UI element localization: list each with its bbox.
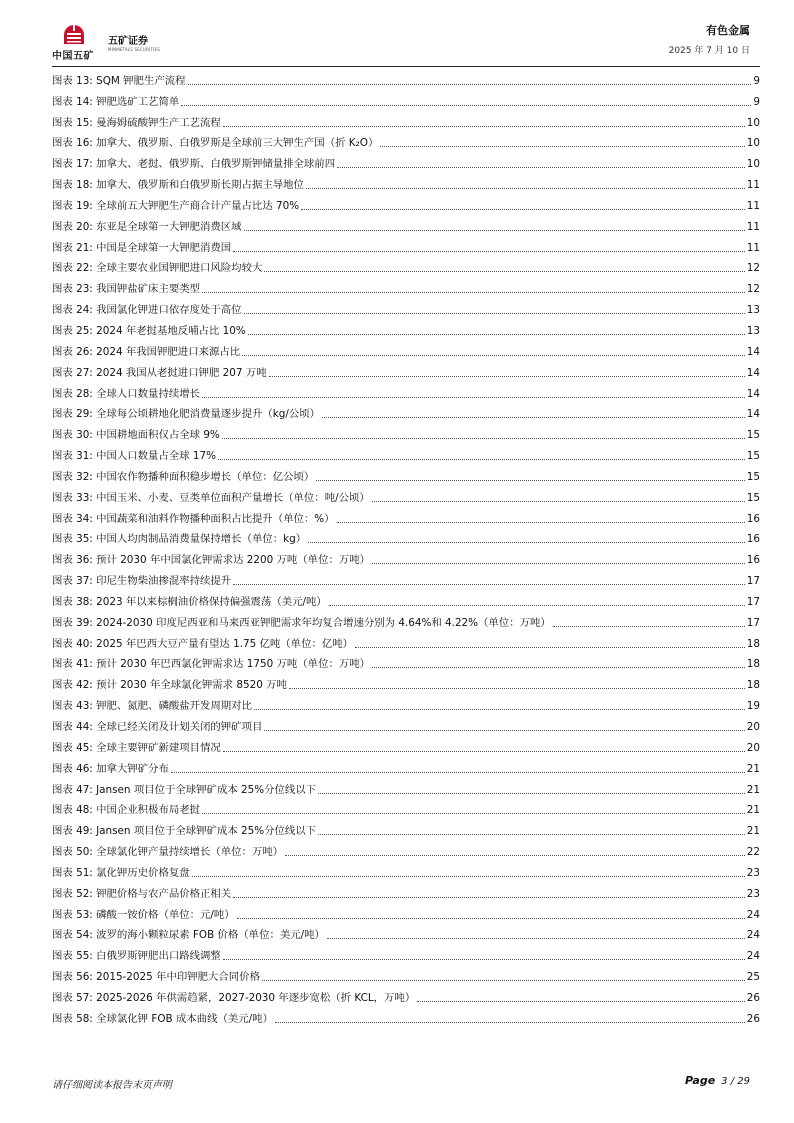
toc-entry[interactable] (52, 213, 760, 234)
dot-leader (171, 772, 745, 773)
toc-entry[interactable] (52, 421, 760, 442)
toc-entry-label: 图表 34: 中国蔬菜和油料作物播种面积占比提升（单位：%） (52, 512, 335, 525)
toc-entry-page: 11 (746, 179, 760, 192)
dot-leader (306, 188, 745, 189)
toc-entry[interactable] (52, 150, 760, 171)
toc-entry-label: 图表 26: 2024 年我国钾肥进口来源占比 (52, 345, 241, 358)
toc-entry[interactable] (52, 484, 760, 505)
dot-leader (322, 417, 745, 418)
dot-leader (181, 105, 751, 106)
toc-entry-label: 图表 46: 加拿大钾矿分布 (52, 762, 169, 775)
dot-leader (289, 688, 745, 689)
toc-entry[interactable] (52, 234, 760, 255)
header-info (669, 22, 750, 56)
toc-entry-label: 图表 39: 2024-2030 印度尼西亚和马来西亚钾肥需求年均复合增速分别为 4.64%和 4.22%（单位：万吨） (52, 616, 551, 629)
toc-entry[interactable] (52, 296, 760, 317)
toc-entry-label: 图表 38: 2023 年以来棕榈油价格保持偏强震荡（美元/吨） (52, 595, 327, 608)
toc-entry-page: 15 (746, 470, 760, 483)
toc-entry[interactable] (52, 109, 760, 130)
toc-entry-label: 图表 18: 加拿大、俄罗斯和白俄罗斯长期占据主导地位 (52, 179, 304, 192)
toc-entry-label: 图表 21: 中国是全球第一大钾肥消费国 (52, 241, 232, 254)
toc-entry[interactable] (52, 755, 760, 776)
toc-entry-label: 图表 44: 全球已经关闭及计划关闭的钾矿项目 (52, 721, 263, 733)
toc-entry-page: 15 (746, 491, 760, 504)
toc-entry-page: 24 (746, 929, 760, 942)
toc-entry-page: 21 (746, 804, 760, 817)
toc-entry[interactable] (52, 734, 760, 755)
toc-entry-label: 图表 50: 全球氯化钾产量持续增长（单位：万吨） (52, 846, 284, 859)
toc-entry[interactable] (52, 130, 760, 151)
toc-entry-page: 16 (746, 533, 760, 546)
toc-entry[interactable] (52, 880, 760, 901)
toc-entry-page: 25 (746, 971, 760, 984)
toc-entry-page: 21 (746, 762, 760, 775)
toc-entry[interactable] (52, 671, 760, 692)
toc-entry-label: 图表 58: 全球氯化钾 FOB 成本曲线（美元/吨） (52, 1012, 273, 1025)
toc-entry[interactable] (52, 338, 760, 359)
dot-leader (275, 1022, 745, 1023)
dot-leader (233, 251, 745, 252)
toc-entry-label: 图表 14: 钾肥选矿工艺简单 (52, 95, 180, 108)
toc-entry-label: 图表 54: 波罗的海小颗粒尿素 FOB 价格（单位：美元/吨） (52, 929, 325, 942)
dot-leader (202, 292, 745, 293)
dot-leader (337, 167, 745, 168)
toc-entry-label: 图表 51: 氯化钾历史价格复盘 (52, 866, 190, 879)
toc-entry-page: 14 (746, 408, 760, 421)
dot-leader (264, 730, 744, 731)
toc-entry-label: 图表 43: 钾肥、氮肥、磷酸盐开发周期对比 (52, 700, 252, 713)
toc-entry-label: 图表 27: 2024 我国从老挝进口钾肥 207 万吨 (52, 366, 267, 379)
china-minmetals-logo (52, 22, 98, 60)
dot-leader (380, 146, 744, 147)
toc-entry-page: 10 (746, 137, 760, 150)
dot-leader (372, 667, 745, 668)
toc-entry[interactable] (52, 838, 760, 859)
toc-entry-label: 图表 37: 印尼生物柴油掺混率持续提升 (52, 575, 232, 588)
dot-leader (327, 938, 745, 939)
toc-entry-label: 图表 40: 2025 年巴西大豆产量有望达 1.75 亿吨（单位：亿吨） (52, 637, 354, 650)
toc-entry-page: 17 (746, 595, 760, 608)
dot-leader (417, 1001, 745, 1002)
toc-entry[interactable] (52, 255, 760, 276)
dot-leader (188, 84, 752, 85)
toc-entry[interactable] (52, 609, 760, 630)
dot-leader (202, 397, 745, 398)
dot-leader (222, 438, 745, 439)
dot-leader (242, 355, 745, 356)
minmetals-securities-logo (108, 32, 160, 52)
toc-entry-page: 26 (746, 1012, 760, 1025)
toc-entry[interactable] (52, 67, 760, 88)
toc-entry-page: 18 (746, 658, 760, 671)
toc-entry-page: 19 (746, 700, 760, 713)
page-header (0, 0, 794, 66)
toc-entry[interactable] (52, 651, 760, 672)
toc-entry-page: 9 (753, 95, 760, 108)
toc-entry[interactable] (52, 442, 760, 463)
toc-entry-label: 图表 56: 2015-2025 年中印钾肥大合同价格 (52, 971, 260, 984)
toc-entry[interactable] (52, 275, 760, 296)
toc-entry-page: 15 (746, 450, 760, 463)
toc-entry-page: 26 (746, 991, 760, 1004)
toc-entry[interactable] (52, 963, 760, 984)
toc-entry-label: 图表 33: 中国玉米、小麦、豆类单位面积产量增长（单位：吨/公顷） (52, 491, 370, 504)
toc-entry[interactable] (52, 630, 760, 651)
toc-entry[interactable] (52, 567, 760, 588)
toc-entry-page: 9 (753, 74, 760, 87)
toc-entry-page: 12 (746, 262, 760, 275)
dot-leader (223, 751, 745, 752)
toc-entry[interactable] (52, 88, 760, 109)
toc-entry[interactable] (52, 171, 760, 192)
toc-entry[interactable] (52, 922, 760, 943)
toc-entry[interactable] (52, 546, 760, 567)
dot-leader (318, 793, 745, 794)
toc-entry[interactable] (52, 192, 760, 213)
dot-leader (337, 522, 745, 523)
toc-entry-page: 21 (746, 825, 760, 838)
footer-page-info (685, 1074, 750, 1087)
dot-leader (372, 563, 745, 564)
dot-leader (301, 209, 745, 210)
minmetals-emblem-icon (61, 22, 87, 46)
toc-entry[interactable] (52, 942, 760, 963)
toc-entry-label: 图表 16: 加拿大、俄罗斯、白俄罗斯是全球前三大钾生产国（折 K₂O） (52, 137, 379, 150)
page-number: 3 / 29 (721, 1076, 750, 1087)
dot-leader (308, 542, 745, 543)
dot-leader (262, 980, 745, 981)
toc-entry-page: 11 (746, 199, 760, 212)
dot-leader (244, 313, 745, 314)
toc-entry-label: 图表 20: 东亚是全球第一大钾肥消费区域 (52, 220, 242, 233)
dot-leader (318, 834, 745, 835)
toc-entry[interactable] (52, 526, 760, 547)
toc-entry-label: 图表 45: 全球主要钾矿新建项目情况 (52, 741, 221, 754)
toc-entry-page: 13 (746, 304, 760, 317)
toc-entry-page: 24 (746, 908, 760, 921)
toc-entry-label: 图表 57: 2025-2026 年供需趋紧，2027-2030 年逐步宽松（折 KCL，万吨） (52, 991, 416, 1004)
logo-secondary-en: MINMETALS SECURITIES (108, 47, 160, 52)
report-date: 2025 年 7 月 10 日 (668, 46, 750, 56)
figure-list (52, 67, 760, 1026)
toc-entry[interactable] (52, 463, 760, 484)
toc-entry-label: 图表 29: 全球每公顷耕地化肥消费量逐步提升（kg/公顷） (52, 408, 321, 421)
toc-entry-page: 14 (746, 366, 760, 379)
dot-leader (233, 897, 745, 898)
dot-leader (329, 605, 745, 606)
toc-entry[interactable] (52, 901, 760, 922)
toc-entry[interactable] (52, 359, 760, 380)
toc-entry-label: 图表 25: 2024 年老挝基地反哺占比 10% (52, 324, 246, 337)
dot-leader (254, 709, 745, 710)
toc-entry-page: 11 (746, 241, 760, 254)
toc-entry-label: 图表 52: 钾肥价格与农产品价格正相关 (52, 887, 232, 900)
page-word: Page (685, 1074, 716, 1087)
toc-entry[interactable] (52, 859, 760, 880)
toc-entry[interactable] (52, 817, 760, 838)
toc-entry[interactable] (52, 588, 760, 609)
dot-leader (244, 230, 745, 231)
toc-entry-label: 图表 15: 曼海姆硫酸钾生产工艺流程 (52, 116, 221, 129)
toc-entry-page: 12 (746, 283, 760, 296)
dot-leader (248, 334, 745, 335)
toc-entry-page: 18 (746, 679, 760, 692)
toc-entry-page: 11 (746, 220, 760, 233)
toc-entry[interactable] (52, 401, 760, 422)
logo-secondary-text: 五矿证券 (108, 36, 148, 47)
dot-leader (285, 855, 745, 856)
toc-entry-label: 图表 30: 中国耕地面积仅占全球 9% (52, 429, 220, 442)
toc-entry-page: 22 (746, 846, 760, 859)
toc-entry-page: 21 (746, 783, 760, 796)
dot-leader (223, 126, 745, 127)
dot-leader (223, 959, 745, 960)
toc-entry-label: 图表 31: 中国人口数量占全球 17% (52, 450, 217, 463)
toc-entry-label: 图表 36: 预计 2030 年中国氯化钾需求达 2200 万吨（单位：万吨） (52, 554, 371, 567)
dot-leader (355, 647, 745, 648)
logo-main-text: 中国五矿 (52, 51, 94, 62)
toc-entry[interactable] (52, 797, 760, 818)
toc-entry-page: 16 (746, 512, 760, 525)
toc-entry[interactable] (52, 380, 760, 401)
toc-entry[interactable] (52, 317, 760, 338)
dot-leader (553, 626, 745, 627)
dot-leader (372, 501, 745, 502)
toc-entry-page: 14 (746, 387, 760, 400)
toc-entry-label: 图表 42: 预计 2030 年全球氯化钾需求 8520 万吨 (52, 679, 287, 692)
toc-entry-label: 图表 48: 中国企业积极布局老挝 (52, 804, 201, 817)
toc-entry-page: 17 (746, 616, 760, 629)
toc-entry-label: 图表 32: 中国农作物播种面积稳步增长（单位：亿公顷） (52, 470, 315, 483)
toc-entry-label: 图表 17: 加拿大、老挝、俄罗斯、白俄罗斯钾储量排全球前四 (52, 158, 336, 171)
toc-entry-page: 24 (746, 950, 760, 963)
dot-leader (237, 918, 745, 919)
footer-disclaimer: 请仔细阅读本报告末页声明 (52, 1080, 172, 1091)
toc-entry[interactable] (52, 505, 760, 526)
toc-entry-page: 10 (746, 158, 760, 171)
toc-entry[interactable] (52, 984, 760, 1005)
toc-entry-label: 图表 23: 我国钾盐矿床主要类型 (52, 283, 201, 296)
toc-entry-label: 图表 47: Jansen 项目位于全球钾矿成本 25%分位线以下 (52, 783, 317, 796)
toc-entry[interactable] (52, 692, 760, 713)
toc-entry-page: 23 (746, 887, 760, 900)
toc-entry-page: 16 (746, 554, 760, 567)
dot-leader (233, 584, 745, 585)
toc-entry-label: 图表 24: 我国氯化钾进口依存度处于高位 (52, 304, 242, 317)
dot-leader (202, 813, 745, 814)
toc-entry[interactable] (52, 776, 760, 797)
toc-entry-page: 10 (746, 116, 760, 129)
dot-leader (192, 876, 745, 877)
dot-leader (264, 271, 744, 272)
toc-entry-page: 20 (746, 721, 760, 733)
sector-label: 有色金属 (706, 24, 750, 37)
toc-entry-page: 15 (746, 429, 760, 442)
toc-entry-label: 图表 35: 中国人均肉制品消费量保持增长（单位：kg） (52, 533, 307, 546)
dot-leader (269, 376, 745, 377)
toc-entry-label: 图表 53: 磷酸一铵价格（单位：元/吨） (52, 908, 235, 921)
toc-entry-page: 18 (746, 637, 760, 650)
toc-entry-label: 图表 19: 全球前五大钾肥生产商合计产量占比达 70% (52, 199, 300, 212)
toc-entry-label: 图表 22: 全球主要农业国钾肥进口风险均较大 (52, 262, 263, 275)
toc-entry-label: 图表 41: 预计 2030 年巴西氯化钾需求达 1750 万吨（单位：万吨） (52, 658, 371, 671)
toc-entry-label: 图表 49: Jansen 项目位于全球钾矿成本 25%分位线以下 (52, 825, 317, 838)
toc-entry-label: 图表 55: 白俄罗斯钾肥出口路线调整 (52, 950, 221, 963)
toc-entry-page: 23 (746, 866, 760, 879)
toc-entry-page: 20 (746, 741, 760, 754)
toc-entry[interactable] (52, 1005, 760, 1026)
toc-entry-page: 14 (746, 345, 760, 358)
toc-entry[interactable] (52, 713, 760, 734)
dot-leader (218, 459, 745, 460)
toc-entry-page: 13 (746, 324, 760, 337)
toc-entry-label: 图表 28: 全球人口数量持续增长 (52, 387, 201, 400)
toc-entry-page: 17 (746, 575, 760, 588)
dot-leader (316, 480, 744, 481)
toc-entry-label: 图表 13: SQM 钾肥生产流程 (52, 74, 186, 87)
